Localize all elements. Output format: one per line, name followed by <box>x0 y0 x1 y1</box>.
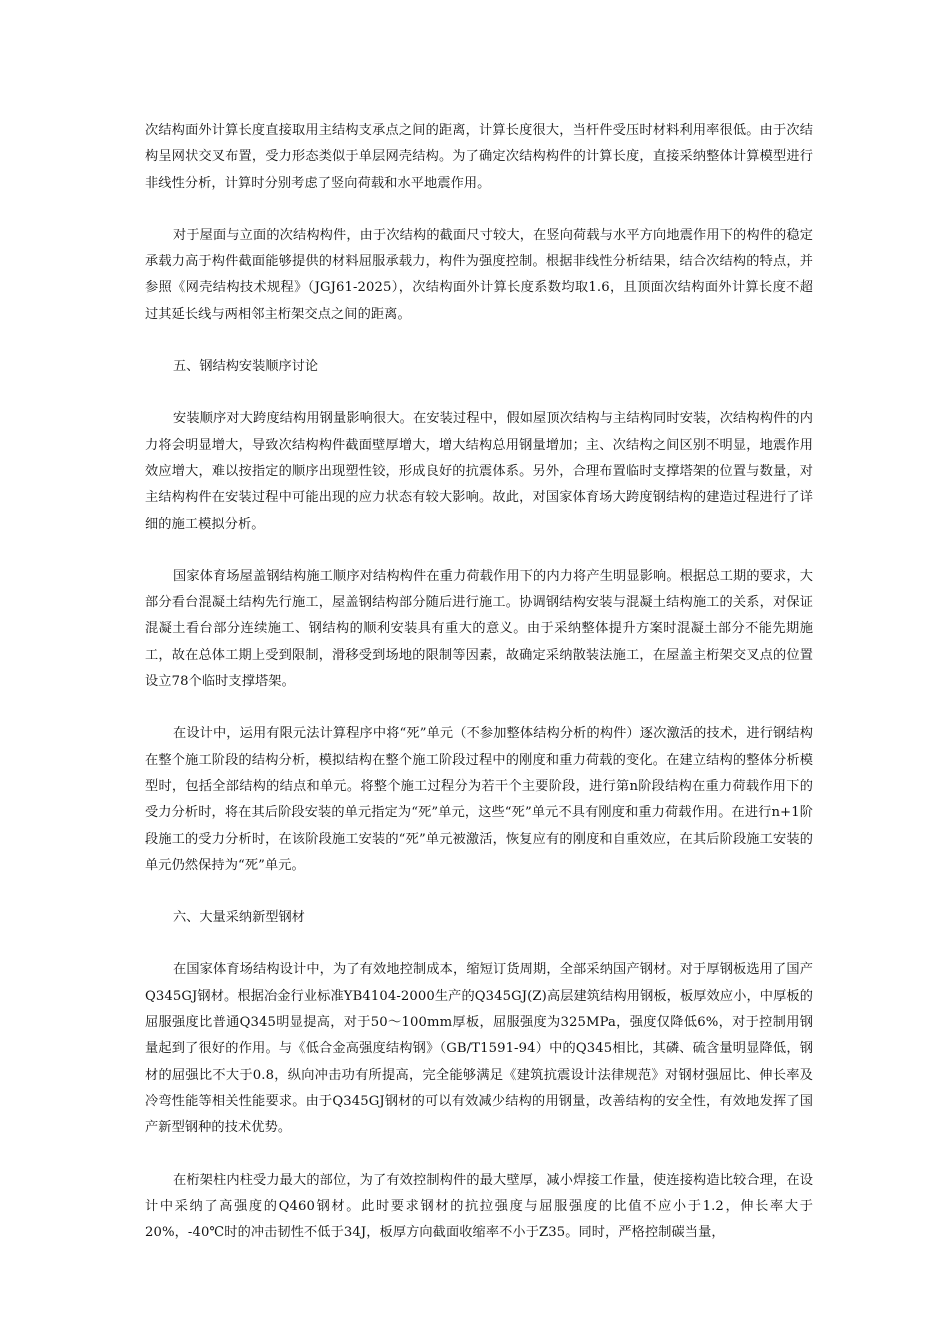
paragraph-q345gj-steel: 在国家体育场结构设计中，为了有效地控制成本，缩短订货周期，全部采纳国产钢材。对于厚钢板选用了国产Q345GJ钢材。根据冶金行业标准YB4104-2000生产的Q345GJ(Z)高层建筑结构用钢板，板厚效应小，中厚板的屈服强度比普通Q345明显提高，对于50～100mm厚板，屈服强度为325MPa，强度仅降低6%，对于控制用钢量起到了很好的作用。与《低合金高强度结构钢》（GB/T1591-94）中的Q345相比，其磷、硫含量明显降低，钢材的屈强比不大于0.8，纵向冲击功有所提高，完全能够满足《建筑抗震设计法律规范》对钢材强屈比、伸长率及冷弯性能等相关性能要求。由于Q345GJ钢材的可以有效减少结构的用钢量，改善结构的安全性，有效地发挥了国产新型钢种的技术优势。 <box>145 962 813 1136</box>
paragraph-gap <box>145 931 813 957</box>
paragraph-gap <box>145 1142 813 1168</box>
document-page <box>145 118 813 1246</box>
paragraph-q460-steel: 在桁架柱内柱受力最大的部位，为了有效控制构件的最大壁厚，减小焊接工作量，使连接构造比较合理，在设计中采纳了高强度的Q460钢材。此时要求钢材的抗拉强度与屈服强度的比值不应小于1.2，伸长率大于20%，-40℃时的冲击韧性不低于34J，板厚方向截面收缩率不小于Z35。同时，严格控制碳当量， <box>145 1172 813 1241</box>
paragraph-gap <box>145 695 813 721</box>
paragraph-fem-analysis: 在设计中，运用有限元法计算程序中将“死”单元（不参加整体结构分析的构件）逐次激活的技术，进行钢结构在整个施工阶段的结构分析，模拟结构在整个施工阶段过程中的刚度和重力荷载的变化。在建立结构的整体分析模型时，包括全部结构的结点和单元。将整个施工过程分为若干个主要阶段，进行第n阶段结构在重力荷载作用下的受力分析时，将在其后阶段安装的单元指定为“死”单元，这些“死”单元不具有刚度和重力荷载作用。在进行n+1阶段施工的受力分析时，在该阶段施工安装的“死”单元被激活，恢复应有的刚度和自重效应，在其后阶段施工安装的单元仍然保持为“死”单元。 <box>145 726 813 873</box>
paragraph-gap <box>145 879 813 905</box>
paragraph-secondary-length: 次结构面外计算长度直接取用主结构支承点之间的距离，计算长度很大，当杆件受压时材料利用率很低。由于次结构呈网状交叉布置，受力形态类似于单层网壳结构。为了确定次结构构件的计算长度，直接采纳整体计算模型进行非线性分析，计算时分别考虑了竖向荷载和水平地震作用。 <box>145 123 813 191</box>
paragraph-installation-order: 安装顺序对大跨度结构用钢量影响很大。在安装过程中，假如屋顶次结构与主结构同时安装，次结构构件的内力将会明显增大，导致次结构构件截面壁厚增大，增大结构总用钢量增加；主、次结构之间区别不明显，地震作用效应增大，难以按指定的顺序出现塑性铰，形成良好的抗震体系。另外，合理布置临时支撑塔架的位置与数量，对主结构构件在安装过程中可能出现的应力状态有较大影响。故此，对国家体育场大跨度钢结构的建造过程进行了详细的施工模拟分析。 <box>145 411 813 532</box>
section-heading-installation: 五、钢结构安装顺序讨论 <box>173 359 319 375</box>
paragraph-construction-sequence: 国家体育场屋盖钢结构施工顺序对结构构件在重力荷载作用下的内力将产生明显影响。根据总工期的要求，大部分看台混凝土结构先行施工，屋盖钢结构部分随后进行施工。协调钢结构安装与混凝土结构施工的关系，对保证混凝土看台部分连续施工、钢结构的顺利安装具有重大的意义。由于采纳整体提升方案时混凝土部分不能先期施工，故在总体工期上受到限制，滑移受到场地的限制等因素，故确定采纳散装法施工，在屋盖主桁架交叉点的位置设立78个临时支撑塔架。 <box>145 568 813 690</box>
paragraph-gap <box>145 328 813 354</box>
paragraph-gap <box>145 538 813 564</box>
paragraph-gap <box>145 197 813 223</box>
paragraph-gap <box>145 380 813 406</box>
section-heading-new-steel: 六、大量采纳新型钢材 <box>173 910 305 926</box>
paragraph-secondary-members: 对于屋面与立面的次结构构件，由于次结构的截面尺寸较大，在竖向荷载与水平方向地震作用下的构件的稳定承载力高于构件截面能够提供的材料屈服承载力，构件为强度控制。根据非线性分析结果，结合次结构的特点，并参照《网壳结构技术规程》（JGJ61-2025），次结构面外计算长度系数均取1.6，且顶面次结构面外计算长度不超过其延长线与两相邻主桁架交点之间的距离。 <box>145 227 813 322</box>
